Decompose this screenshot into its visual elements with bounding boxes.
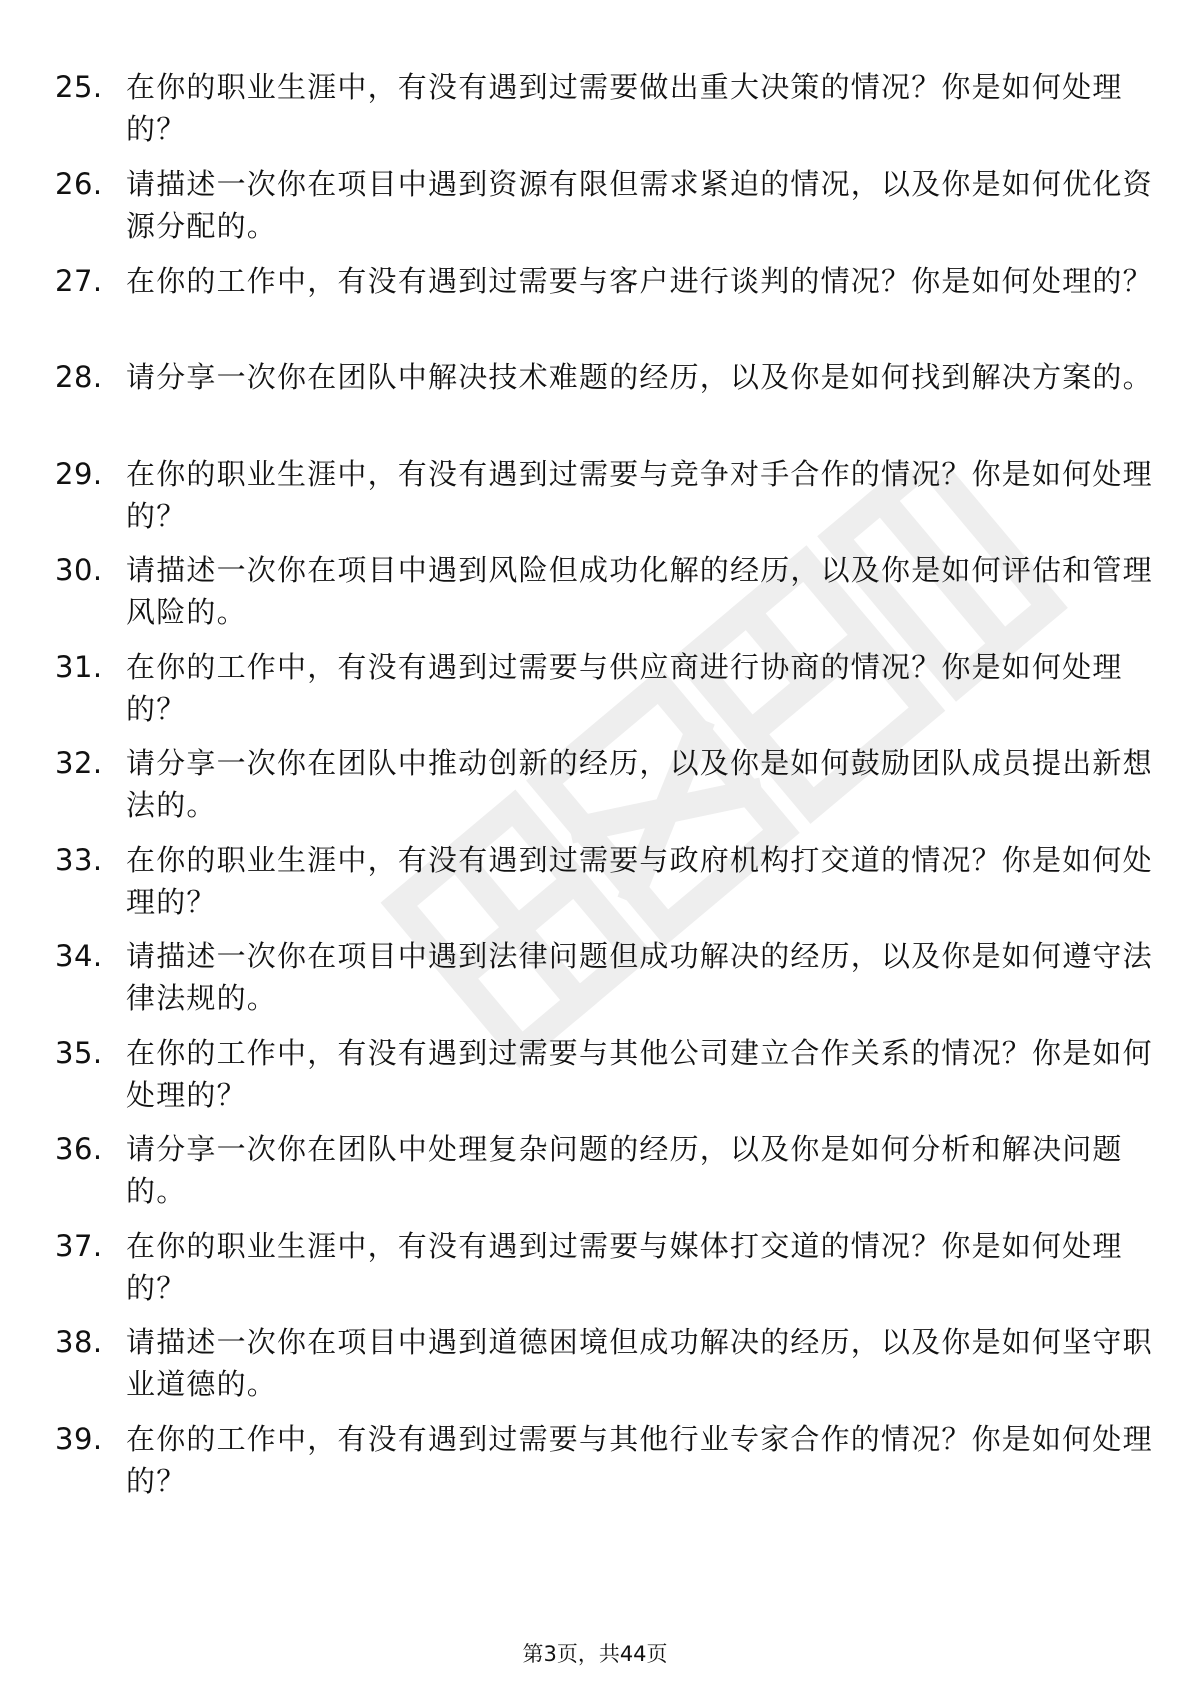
question-number: 33. [55, 843, 103, 877]
question-item [55, 646, 1123, 746]
question-item [55, 1418, 1153, 1518]
question-item [55, 66, 1123, 166]
question-text: 请描述一次你在项目中遇到资源有限但需求紧迫的情况，以及你是如何优化资源分配的。 [126, 167, 1153, 243]
question-text: 在你的工作中，有没有遇到过需要与其他公司建立合作关系的情况？你是如何处理的？ [126, 1036, 1153, 1112]
question-item [55, 1225, 1123, 1325]
question-number: 34. [55, 939, 103, 973]
question-text: 在你的职业生涯中，有没有遇到过需要与竞争对手合作的情况？你是如何处理的？ [126, 457, 1153, 533]
question-number: 26. [55, 167, 103, 201]
question-text: 在你的工作中，有没有遇到过需要与供应商进行协商的情况？你是如何处理的？ [126, 650, 1123, 726]
question-item [55, 549, 1153, 649]
question-text: 在你的工作中，有没有遇到过需要与其他行业专家合作的情况？你是如何处理的？ [126, 1422, 1153, 1498]
page-footer: 第3页，共44页 [522, 1642, 668, 1666]
question-item [55, 1128, 1123, 1228]
question-text: 请分享一次你在团队中推动创新的经历，以及你是如何鼓励团队成员提出新想法的。 [126, 746, 1153, 822]
question-number: 25. [55, 70, 103, 104]
question-number: 29. [55, 457, 103, 491]
question-text: 请描述一次你在项目中遇到法律问题但成功解决的经历，以及你是如何遵守法律法规的。 [126, 939, 1153, 1015]
question-number: 38. [55, 1325, 103, 1359]
question-number: 32. [55, 746, 103, 780]
question-item [55, 453, 1153, 553]
question-item [55, 1032, 1153, 1132]
question-item [55, 163, 1153, 263]
question-text: 在你的工作中，有没有遇到过需要与客户进行谈判的情况？你是如何处理的？ [126, 264, 1153, 298]
question-text: 请描述一次你在项目中遇到道德困境但成功解决的经历，以及你是如何坚守职业道德的。 [126, 1325, 1153, 1401]
question-number: 39. [55, 1422, 103, 1456]
question-text: 请分享一次你在团队中解决技术难题的经历，以及你是如何找到解决方案的。 [126, 360, 1153, 394]
question-item [55, 260, 1153, 360]
question-number: 31. [55, 650, 103, 684]
question-item [55, 839, 1153, 939]
question-text: 在你的职业生涯中，有没有遇到过需要与政府机构打交道的情况？你是如何处理的？ [126, 843, 1153, 919]
question-number: 30. [55, 553, 103, 587]
question-number: 36. [55, 1132, 103, 1166]
question-text: 请分享一次你在团队中处理复杂问题的经历，以及你是如何分析和解决问题的。 [126, 1132, 1123, 1208]
question-number: 28. [55, 360, 103, 394]
question-number: 35. [55, 1036, 103, 1070]
question-item [55, 935, 1153, 1035]
question-item [55, 356, 1153, 456]
question-text: 在你的职业生涯中，有没有遇到过需要做出重大决策的情况？你是如何处理的？ [126, 70, 1123, 146]
question-text: 请描述一次你在项目中遇到风险但成功化解的经历，以及你是如何评估和管理风险的。 [126, 553, 1153, 629]
question-item [55, 742, 1153, 842]
question-item [55, 1321, 1153, 1421]
question-text: 在你的职业生涯中，有没有遇到过需要与媒体打交道的情况？你是如何处理的？ [126, 1229, 1123, 1305]
question-number: 37. [55, 1229, 103, 1263]
question-number: 27. [55, 264, 103, 298]
